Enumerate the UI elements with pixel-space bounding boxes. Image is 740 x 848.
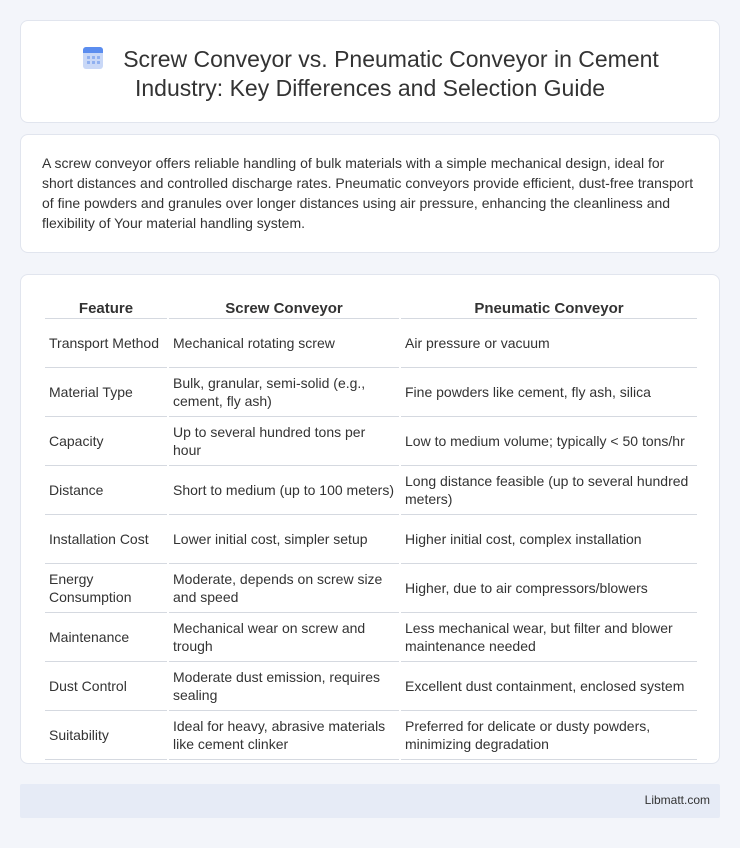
footer-bar — [20, 784, 720, 818]
pneumatic-cell: Preferred for delicate or dusty powders, minimizing degradation — [401, 711, 697, 760]
table-row — [45, 515, 697, 564]
screw-cell: Ideal for heavy, abrasive materials like cement clinker — [169, 711, 399, 760]
screw-cell: Moderate dust emission, requires sealing — [169, 662, 399, 711]
feature-cell: Installation Cost — [45, 515, 167, 564]
pneumatic-cell: Less mechanical wear, but filter and blower maintenance needed — [401, 613, 697, 662]
header-pneumatic-conveyor: Pneumatic Conveyor — [401, 295, 697, 319]
feature-cell: Capacity — [45, 417, 167, 466]
screw-cell: Mechanical wear on screw and trough — [169, 613, 399, 662]
pneumatic-cell: Higher, due to air compressors/blowers — [401, 564, 697, 613]
pneumatic-cell: Excellent dust containment, enclosed system — [401, 662, 697, 711]
document-list-icon — [81, 46, 105, 70]
pneumatic-cell: Long distance feasible (up to several hundred meters) — [401, 466, 697, 515]
table-row — [45, 711, 697, 760]
feature-cell: Maintenance — [45, 613, 167, 662]
comparison-table-card — [20, 274, 720, 764]
screw-cell: Bulk, granular, semi-solid (e.g., cement, fly ash) — [169, 368, 399, 417]
screw-cell: Moderate, depends on screw size and speed — [169, 564, 399, 613]
feature-cell: Suitability — [45, 711, 167, 760]
intro-paragraph: A screw conveyor offers reliable handling of bulk materials with a simple mechanical design, ideal for short distances and controlled discharge rates. Pneumatic conveyors provide efficient, dust-free transport of fine powders and granules over longer distances using air pressure, enhancing the cleanliness and flexibility of Your material handling system. — [42, 155, 694, 231]
screw-cell: Short to medium (up to 100 meters) — [169, 466, 399, 515]
page-title: Screw Conveyor vs. Pneumatic Conveyor in Cement Industry: Key Differences and Selection Guide — [123, 46, 659, 101]
pneumatic-cell: Higher initial cost, complex installation — [401, 515, 697, 564]
title-card — [20, 20, 720, 123]
feature-cell: Energy Consumption — [45, 564, 167, 613]
feature-cell: Material Type — [45, 368, 167, 417]
table-row — [45, 417, 697, 466]
header-feature: Feature — [45, 295, 167, 319]
table-row — [45, 662, 697, 711]
table-row — [45, 613, 697, 662]
table-header-row — [45, 295, 697, 319]
intro-card — [20, 134, 720, 253]
pneumatic-cell: Low to medium volume; typically < 50 tons/hr — [401, 417, 697, 466]
table-row — [45, 564, 697, 613]
table-row — [45, 319, 697, 368]
table-row — [45, 466, 697, 515]
comparison-table — [43, 295, 699, 760]
table-row — [45, 368, 697, 417]
footer-brand[interactable]: Libmatt.com — [644, 793, 710, 807]
pneumatic-cell: Fine powders like cement, fly ash, silica — [401, 368, 697, 417]
feature-cell: Distance — [45, 466, 167, 515]
feature-cell: Dust Control — [45, 662, 167, 711]
screw-cell: Lower initial cost, simpler setup — [169, 515, 399, 564]
header-screw-conveyor: Screw Conveyor — [169, 295, 399, 319]
page-title-wrap — [61, 45, 679, 103]
screw-cell: Mechanical rotating screw — [169, 319, 399, 368]
pneumatic-cell: Air pressure or vacuum — [401, 319, 697, 368]
screw-cell: Up to several hundred tons per hour — [169, 417, 399, 466]
feature-cell: Transport Method — [45, 319, 167, 368]
